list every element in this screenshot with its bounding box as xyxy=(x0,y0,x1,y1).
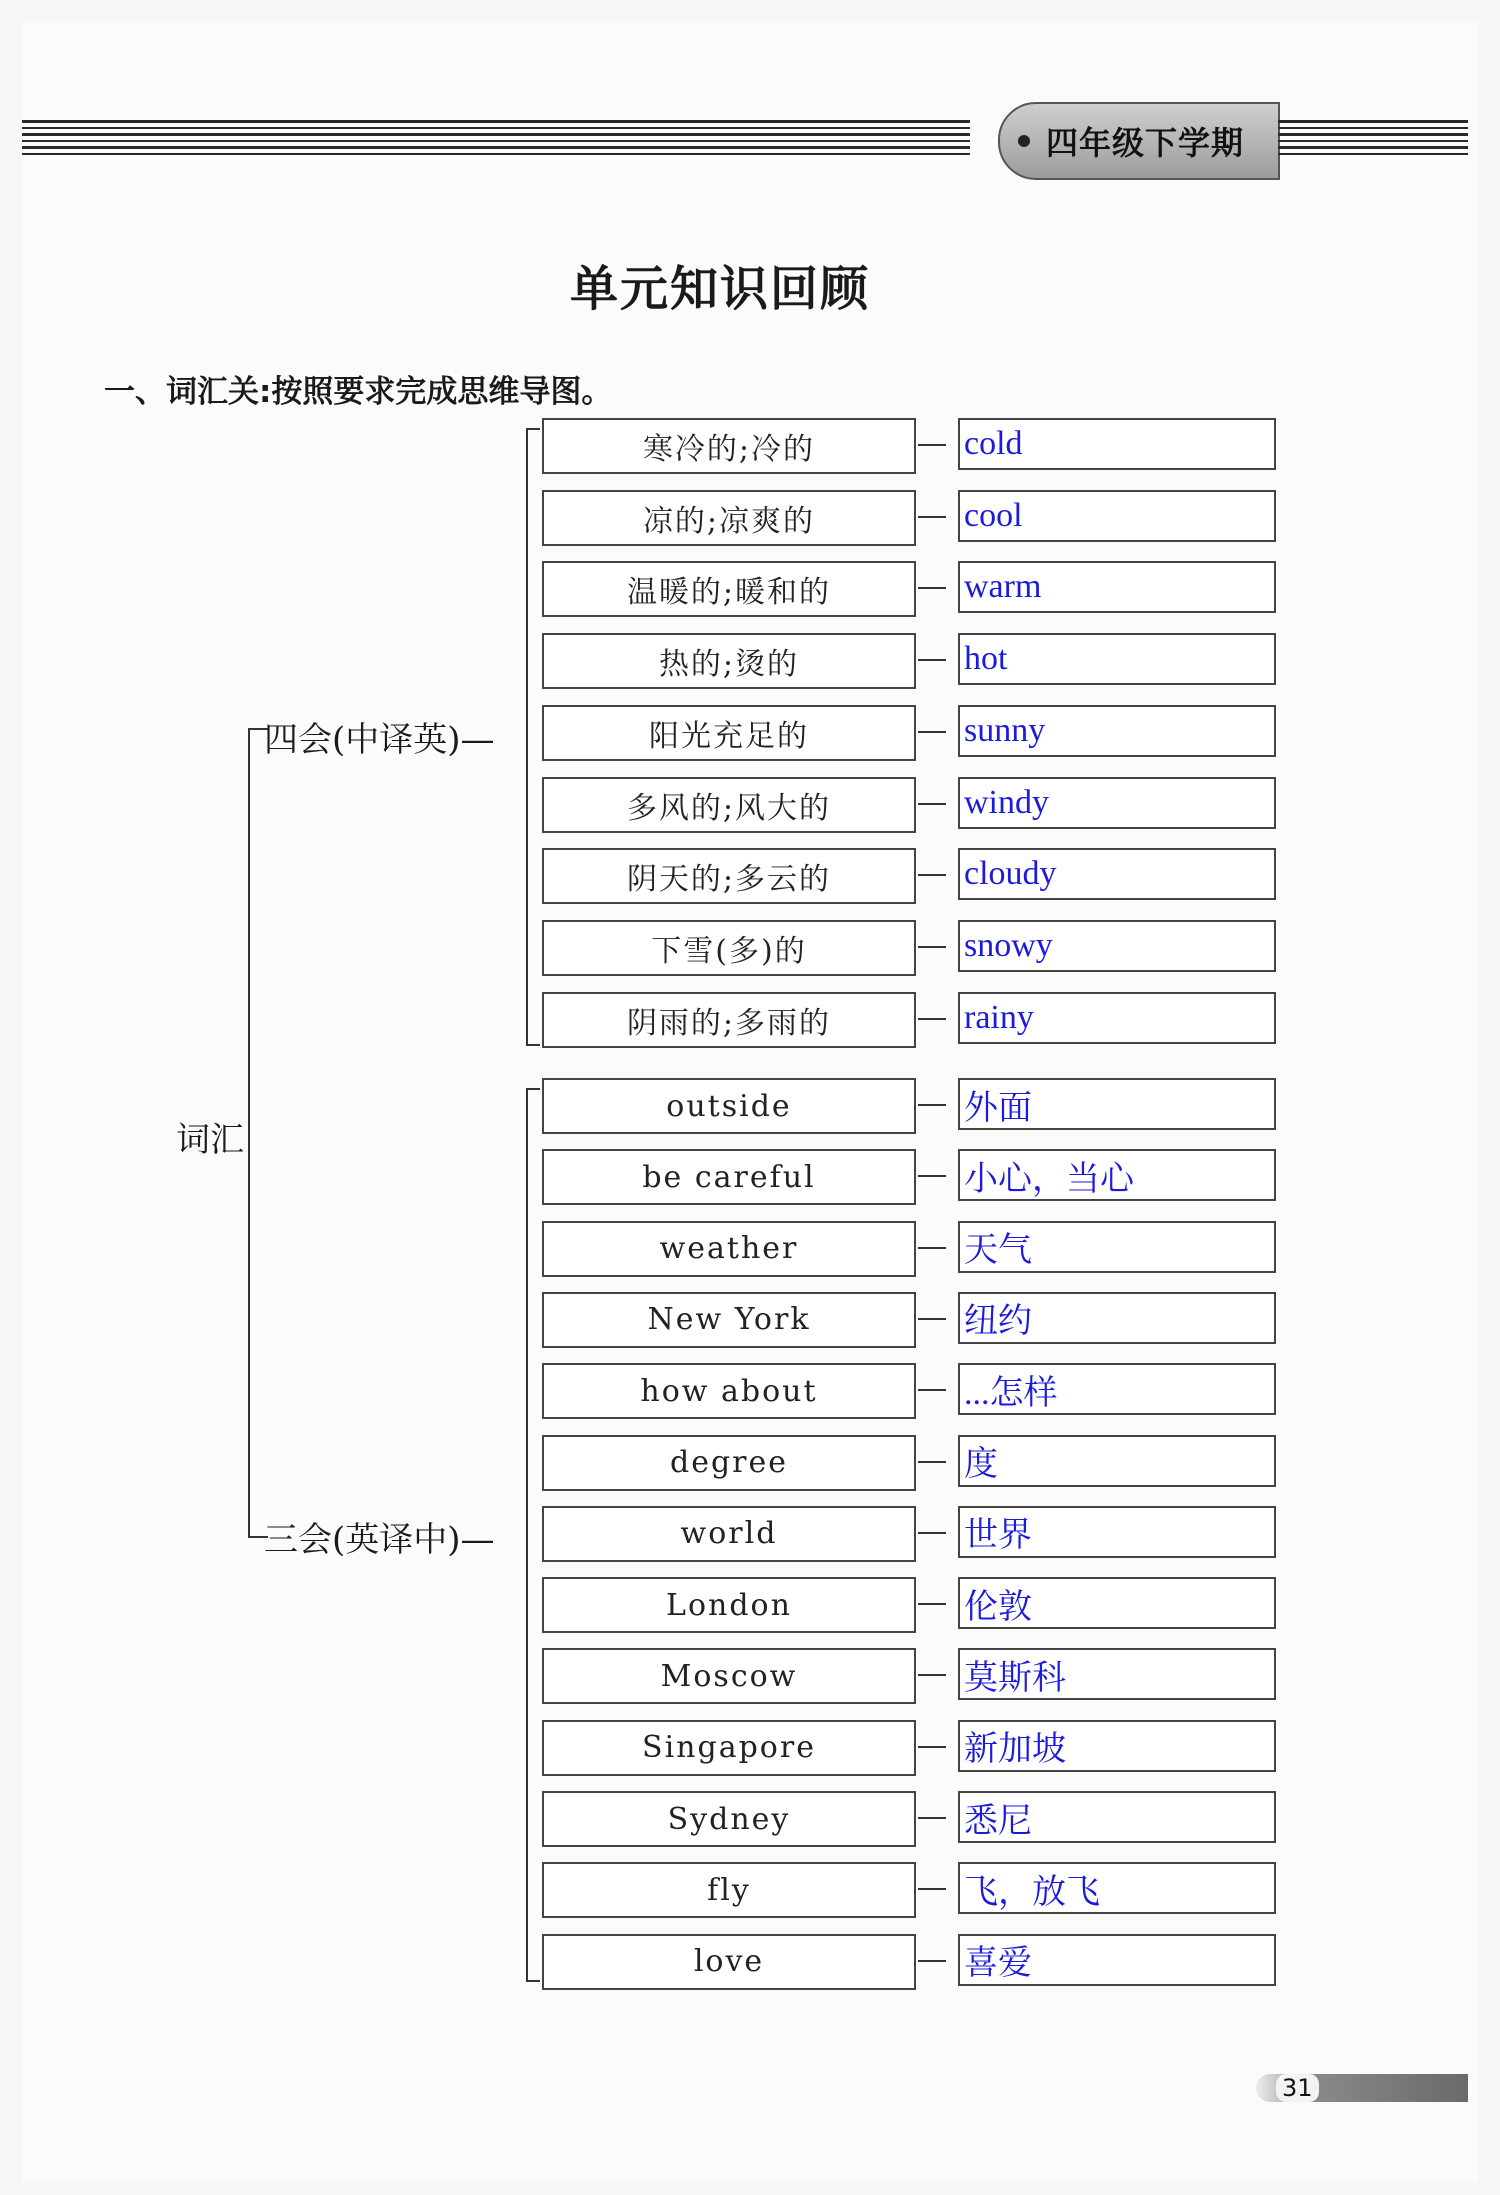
prompt-box: Moscow xyxy=(542,1648,916,1704)
prompt-box: 多风的;风大的 xyxy=(542,777,916,833)
mindmap-row xyxy=(542,490,1282,546)
mindmap-row xyxy=(542,1506,1282,1562)
connector-dash xyxy=(918,1389,946,1391)
prompt-box: 阴天的;多云的 xyxy=(542,848,916,904)
bullet-icon xyxy=(1018,135,1030,147)
prompt-box: how about xyxy=(542,1363,916,1419)
prompt-box: 热的;烫的 xyxy=(542,633,916,689)
answer-box[interactable]: 度 xyxy=(958,1435,1276,1487)
connector-dash xyxy=(918,1603,946,1605)
root-bracket xyxy=(248,728,268,1538)
connector-dash xyxy=(918,1461,946,1463)
group2-bracket xyxy=(526,1088,540,1982)
mindmap-row xyxy=(542,633,1282,689)
prompt-box: love xyxy=(542,1934,916,1990)
connector-dash xyxy=(918,1018,946,1020)
answer-box[interactable]: cold xyxy=(958,418,1276,470)
connector-dash xyxy=(918,1247,946,1249)
answer-box[interactable]: 喜爱 xyxy=(958,1934,1276,1986)
prompt-box: 阳光充足的 xyxy=(542,705,916,761)
prompt-box: 寒冷的;冷的 xyxy=(542,418,916,474)
answer-box[interactable]: snowy xyxy=(958,920,1276,972)
mindmap-row xyxy=(542,1363,1282,1419)
page-title: 单元知识回顾 xyxy=(569,261,870,317)
prompt-box: weather xyxy=(542,1221,916,1277)
connector-dash xyxy=(918,946,946,948)
connector-dash xyxy=(918,587,946,589)
group1-bracket xyxy=(526,428,540,1046)
answer-box[interactable]: 小心，当心 xyxy=(958,1149,1276,1201)
answer-box[interactable]: 纽约 xyxy=(958,1292,1276,1344)
page-number: 31 xyxy=(1276,2074,1319,2102)
prompt-box: New York xyxy=(542,1292,916,1348)
prompt-box: 阴雨的;多雨的 xyxy=(542,992,916,1048)
connector-dash xyxy=(918,731,946,733)
mindmap-row xyxy=(542,561,1282,617)
mindmap-row xyxy=(542,1791,1282,1847)
mindmap-row xyxy=(542,1292,1282,1348)
answer-box[interactable]: 悉尼 xyxy=(958,1791,1276,1843)
connector-dash xyxy=(918,1318,946,1320)
answer-box[interactable]: sunny xyxy=(958,705,1276,757)
answer-box[interactable]: 外面 xyxy=(958,1078,1276,1130)
answer-box[interactable]: 莫斯科 xyxy=(958,1648,1276,1700)
connector-dash xyxy=(918,1746,946,1748)
connector-dash xyxy=(918,659,946,661)
answer-box[interactable]: 飞，放飞 xyxy=(958,1862,1276,1914)
prompt-box: 温暖的;暖和的 xyxy=(542,561,916,617)
mindmap-row xyxy=(542,1149,1282,1205)
prompt-box: be careful xyxy=(542,1149,916,1205)
answer-box[interactable]: hot xyxy=(958,633,1276,685)
connector-dash xyxy=(918,1817,946,1819)
answer-box[interactable]: 新加坡 xyxy=(958,1720,1276,1772)
prompt-box: fly xyxy=(542,1862,916,1918)
connector-dash xyxy=(918,803,946,805)
answer-box[interactable]: windy xyxy=(958,777,1276,829)
connector-dash xyxy=(918,1532,946,1534)
answer-box[interactable]: 天气 xyxy=(958,1221,1276,1273)
prompt-box: degree xyxy=(542,1435,916,1491)
connector-dash xyxy=(918,516,946,518)
mindmap-row xyxy=(542,705,1282,761)
group2-label: 三会(英译中)— xyxy=(264,1520,495,1560)
mindmap-row xyxy=(542,848,1282,904)
mindmap-row xyxy=(542,1221,1282,1277)
mindmap-row xyxy=(542,1577,1282,1633)
connector-dash xyxy=(918,1104,946,1106)
root-label: 词汇 xyxy=(176,1120,244,1160)
connector-dash xyxy=(918,444,946,446)
prompt-box: world xyxy=(542,1506,916,1562)
mindmap-row xyxy=(542,777,1282,833)
prompt-box: London xyxy=(542,1577,916,1633)
mindmap-row xyxy=(542,992,1282,1048)
group1-label: 四会(中译英)— xyxy=(264,720,495,760)
grade-badge xyxy=(998,102,1280,180)
mindmap-row xyxy=(542,418,1282,474)
mindmap-row xyxy=(542,1862,1282,1918)
prompt-box: Sydney xyxy=(542,1791,916,1847)
connector-dash xyxy=(918,1674,946,1676)
mindmap-row xyxy=(542,920,1282,976)
prompt-box: 下雪(多)的 xyxy=(542,920,916,976)
connector-dash xyxy=(918,1960,946,1962)
answer-box[interactable]: 世界 xyxy=(958,1506,1276,1558)
connector-dash xyxy=(918,1888,946,1890)
header-rule-right xyxy=(1278,120,1468,164)
answer-box[interactable]: warm xyxy=(958,561,1276,613)
mindmap-row xyxy=(542,1435,1282,1491)
mindmap-row xyxy=(542,1648,1282,1704)
header-rule-left xyxy=(22,120,970,164)
mindmap-row xyxy=(542,1078,1282,1134)
answer-box[interactable]: cloudy xyxy=(958,848,1276,900)
mindmap-row xyxy=(542,1720,1282,1776)
answer-box[interactable]: ...怎样 xyxy=(958,1363,1276,1415)
section-heading: 一、词汇关:按照要求完成思维导图。 xyxy=(104,374,613,410)
answer-box[interactable]: rainy xyxy=(958,992,1276,1044)
connector-dash xyxy=(918,874,946,876)
prompt-box: 凉的;凉爽的 xyxy=(542,490,916,546)
mindmap-row xyxy=(542,1934,1282,1990)
prompt-box: outside xyxy=(542,1078,916,1134)
connector-dash xyxy=(918,1175,946,1177)
page-number-tab xyxy=(1256,2074,1468,2102)
prompt-box: Singapore xyxy=(542,1720,916,1776)
grade-label: 四年级下学期 xyxy=(1046,124,1245,162)
answer-box[interactable]: cool xyxy=(958,490,1276,542)
answer-box[interactable]: 伦敦 xyxy=(958,1577,1276,1629)
